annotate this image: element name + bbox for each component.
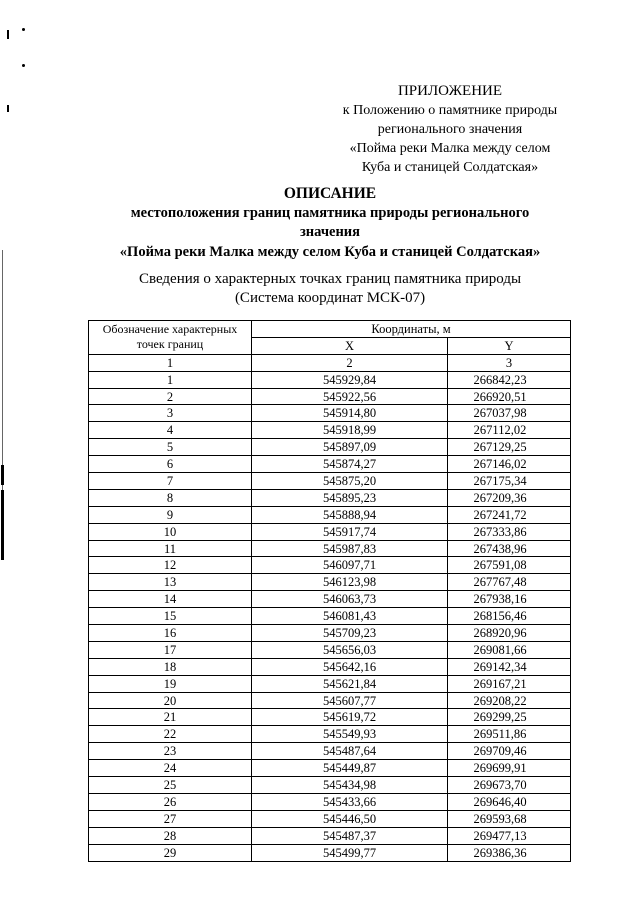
y-coordinate-cell: 267175,34 xyxy=(448,473,571,490)
x-coordinate-cell: 545929,84 xyxy=(252,371,448,388)
table-row xyxy=(89,810,571,827)
scan-dot xyxy=(22,64,25,67)
y-coordinate-cell: 267129,25 xyxy=(448,439,571,456)
point-number-cell: 20 xyxy=(89,692,252,709)
table-row xyxy=(89,844,571,861)
x-coordinate-cell: 546123,98 xyxy=(252,574,448,591)
point-number-cell: 12 xyxy=(89,557,252,574)
table-row xyxy=(89,439,571,456)
table-row xyxy=(89,591,571,608)
point-number-cell: 24 xyxy=(89,760,252,777)
point-number-cell: 10 xyxy=(89,523,252,540)
point-number-cell: 15 xyxy=(89,608,252,625)
x-coordinate-cell: 545656,03 xyxy=(252,641,448,658)
table-row xyxy=(89,456,571,473)
point-number-cell: 11 xyxy=(89,540,252,557)
table-header-row xyxy=(89,321,571,338)
appendix-title: ПРИЛОЖЕНИЕ xyxy=(397,83,503,99)
x-coordinate-cell: 545487,37 xyxy=(252,827,448,844)
table-row xyxy=(89,405,571,422)
point-number-cell: 7 xyxy=(89,473,252,490)
point-number-cell: 4 xyxy=(89,422,252,439)
table-row xyxy=(89,641,571,658)
y-coordinate-cell: 269477,13 xyxy=(448,827,571,844)
x-coordinate-cell: 545914,80 xyxy=(252,405,448,422)
point-number-cell: 21 xyxy=(89,709,252,726)
point-number-cell: 28 xyxy=(89,827,252,844)
x-coordinate-cell: 546063,73 xyxy=(252,591,448,608)
point-number-cell: 25 xyxy=(89,777,252,794)
y-coordinate-cell: 269299,25 xyxy=(448,709,571,726)
appendix-block xyxy=(300,82,600,177)
column-number: 3 xyxy=(448,354,571,371)
y-coordinate-cell: 269699,91 xyxy=(448,760,571,777)
y-coordinate-cell: 269167,21 xyxy=(448,675,571,692)
y-coordinate-cell: 269673,70 xyxy=(448,777,571,794)
x-coordinate-cell: 545918,99 xyxy=(252,422,448,439)
point-number-cell: 2 xyxy=(89,388,252,405)
point-number-cell: 22 xyxy=(89,726,252,743)
point-number-cell: 1 xyxy=(89,371,252,388)
description-block xyxy=(90,184,570,262)
x-coordinate-cell: 545619,72 xyxy=(252,709,448,726)
table-row xyxy=(89,540,571,557)
x-coordinate-cell: 545987,83 xyxy=(252,540,448,557)
y-coordinate-cell: 268920,96 xyxy=(448,625,571,642)
point-number-cell: 5 xyxy=(89,439,252,456)
x-coordinate-cell: 545895,23 xyxy=(252,489,448,506)
y-coordinate-cell: 269386,36 xyxy=(448,844,571,861)
point-number-cell: 26 xyxy=(89,793,252,810)
x-coordinate-cell: 545874,27 xyxy=(252,456,448,473)
x-coordinate-cell: 546097,71 xyxy=(252,557,448,574)
table-row xyxy=(89,523,571,540)
table-row xyxy=(89,388,571,405)
description-line: местоположения границ памятника природы регионального xyxy=(130,204,530,221)
table-row xyxy=(89,692,571,709)
y-coordinate-cell: 267037,98 xyxy=(448,405,571,422)
scan-mark xyxy=(1,490,4,560)
point-number-cell: 18 xyxy=(89,658,252,675)
scan-mark xyxy=(1,465,4,485)
table-row xyxy=(89,473,571,490)
y-coordinate-cell: 269593,68 xyxy=(448,810,571,827)
y-coordinate-cell: 269646,40 xyxy=(448,793,571,810)
table-row xyxy=(89,506,571,523)
table-row xyxy=(89,371,571,388)
description-line: значения xyxy=(299,224,361,240)
x-coordinate-cell: 545922,56 xyxy=(252,388,448,405)
point-number-cell: 6 xyxy=(89,456,252,473)
x-coordinate-cell: 545642,16 xyxy=(252,658,448,675)
description-line: «Пойма реки Малка между селом Куба и станицей Солдатская» xyxy=(119,243,541,260)
table-row xyxy=(89,625,571,642)
table-row xyxy=(89,608,571,625)
y-coordinate-cell: 269208,22 xyxy=(448,692,571,709)
table-row xyxy=(89,574,571,591)
table-row xyxy=(89,777,571,794)
table-row xyxy=(89,658,571,675)
point-number-cell: 19 xyxy=(89,675,252,692)
description-heading: ОПИСАНИЕ xyxy=(283,185,377,202)
info-block xyxy=(90,270,570,308)
info-line: Сведения о характерных точках границ памятника природы xyxy=(138,271,522,287)
column-number: 2 xyxy=(252,354,448,371)
x-coordinate-cell: 545499,77 xyxy=(252,844,448,861)
point-number-cell: 27 xyxy=(89,810,252,827)
point-number-cell: 16 xyxy=(89,625,252,642)
header-x: X xyxy=(252,337,448,354)
table-body xyxy=(89,371,571,861)
column-number: 1 xyxy=(89,354,252,371)
y-coordinate-cell: 267438,96 xyxy=(448,540,571,557)
x-coordinate-cell: 545621,84 xyxy=(252,675,448,692)
table-row xyxy=(89,557,571,574)
y-coordinate-cell: 267146,02 xyxy=(448,456,571,473)
y-coordinate-cell: 267767,48 xyxy=(448,574,571,591)
x-coordinate-cell: 545607,77 xyxy=(252,692,448,709)
x-coordinate-cell: 545433,66 xyxy=(252,793,448,810)
y-coordinate-cell: 266842,23 xyxy=(448,371,571,388)
point-number-cell: 29 xyxy=(89,844,252,861)
y-coordinate-cell: 269142,34 xyxy=(448,658,571,675)
header-y: Y xyxy=(448,337,571,354)
x-coordinate-cell: 545449,87 xyxy=(252,760,448,777)
scan-dot xyxy=(22,28,25,31)
point-number-cell: 23 xyxy=(89,743,252,760)
point-number-cell: 8 xyxy=(89,489,252,506)
y-coordinate-cell: 269511,86 xyxy=(448,726,571,743)
table-row xyxy=(89,675,571,692)
scan-edge-line xyxy=(2,250,3,490)
scan-mark xyxy=(7,105,9,112)
table-row xyxy=(89,422,571,439)
table-row xyxy=(89,709,571,726)
y-coordinate-cell: 269081,66 xyxy=(448,641,571,658)
y-coordinate-cell: 267591,08 xyxy=(448,557,571,574)
x-coordinate-cell: 545709,23 xyxy=(252,625,448,642)
x-coordinate-cell: 545917,74 xyxy=(252,523,448,540)
y-coordinate-cell: 266920,51 xyxy=(448,388,571,405)
header-point: Обозначение характерных точек границ xyxy=(89,321,252,355)
y-coordinate-cell: 267241,72 xyxy=(448,506,571,523)
appendix-line: регионального значения xyxy=(377,122,523,137)
x-coordinate-cell: 545549,93 xyxy=(252,726,448,743)
y-coordinate-cell: 267938,16 xyxy=(448,591,571,608)
appendix-line: Куба и станицей Солдатская» xyxy=(361,160,539,175)
point-number-cell: 9 xyxy=(89,506,252,523)
appendix-line: «Пойма реки Малка между селом xyxy=(349,141,551,156)
y-coordinate-cell: 268156,46 xyxy=(448,608,571,625)
point-number-cell: 13 xyxy=(89,574,252,591)
table-row xyxy=(89,726,571,743)
y-coordinate-cell: 267209,36 xyxy=(448,489,571,506)
x-coordinate-cell: 546081,43 xyxy=(252,608,448,625)
y-coordinate-cell: 267112,02 xyxy=(448,422,571,439)
table-row xyxy=(89,793,571,810)
x-coordinate-cell: 545446,50 xyxy=(252,810,448,827)
table-row xyxy=(89,743,571,760)
x-coordinate-cell: 545434,98 xyxy=(252,777,448,794)
scan-mark xyxy=(7,30,9,39)
x-coordinate-cell: 545897,09 xyxy=(252,439,448,456)
table-row xyxy=(89,827,571,844)
y-coordinate-cell: 269709,46 xyxy=(448,743,571,760)
header-coordinates: Координаты, м xyxy=(252,321,571,338)
table-row xyxy=(89,760,571,777)
table-row xyxy=(89,489,571,506)
x-coordinate-cell: 545875,20 xyxy=(252,473,448,490)
x-coordinate-cell: 545487,64 xyxy=(252,743,448,760)
y-coordinate-cell: 267333,86 xyxy=(448,523,571,540)
coordinates-table xyxy=(88,320,571,862)
appendix-line: к Положению о памятнике природы xyxy=(342,103,558,118)
point-number-cell: 17 xyxy=(89,641,252,658)
x-coordinate-cell: 545888,94 xyxy=(252,506,448,523)
table-column-numbers-row xyxy=(89,354,571,371)
point-number-cell: 14 xyxy=(89,591,252,608)
point-number-cell: 3 xyxy=(89,405,252,422)
info-line: (Система координат МСК-07) xyxy=(234,290,426,306)
